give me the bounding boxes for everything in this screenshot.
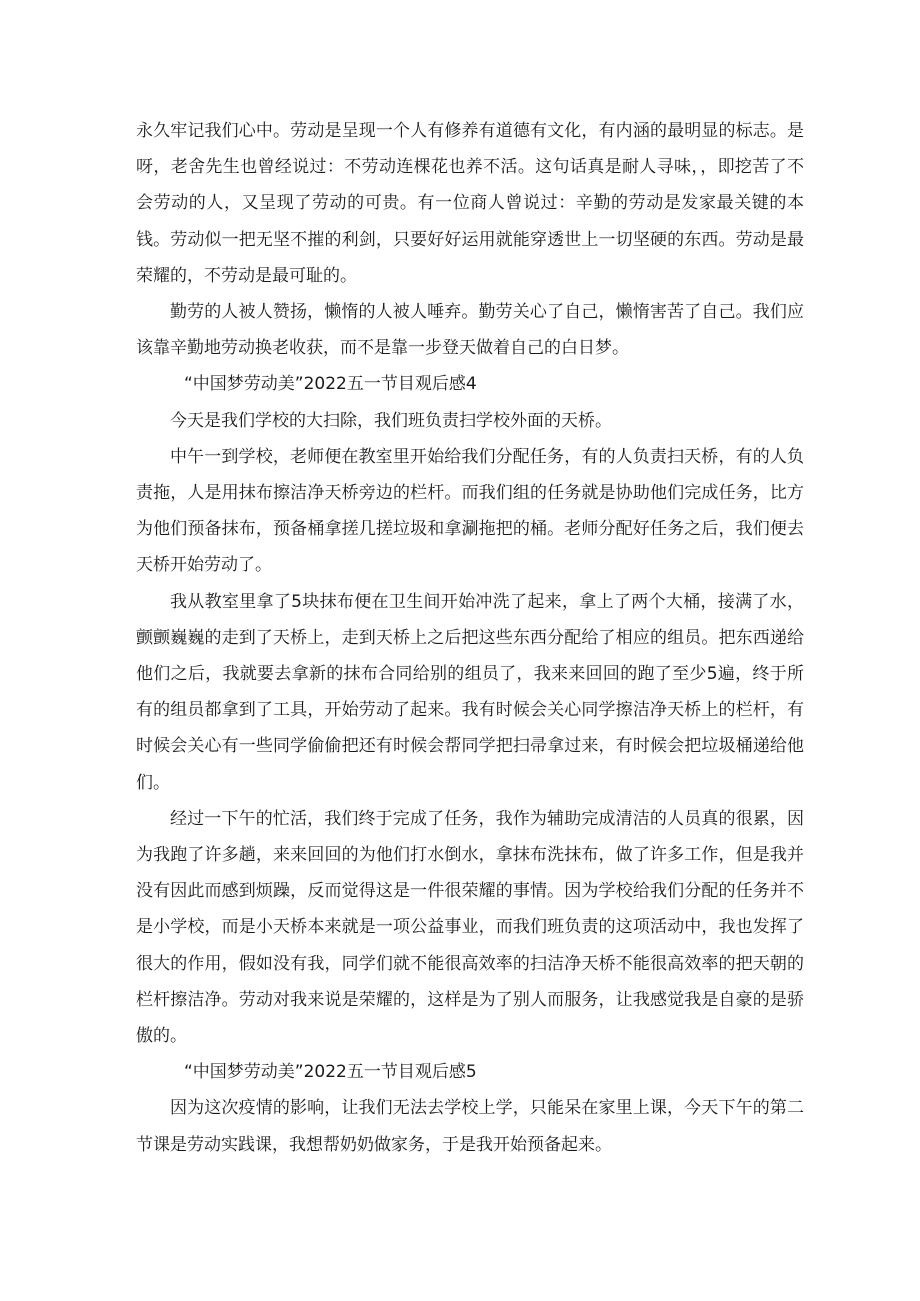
- paragraph: 因为这次疫情的影响，让我们无法去学校上学，只能呆在家里上课，今天下午的第二节课是劳动实践课，我想帮奶奶做家务，于是我开始预备起来。: [136, 1098, 804, 1155]
- paragraph: 经过一下午的忙活，我们终于完成了任务，我作为辅助完成清洁的人员真的很累，因为我跑了许多趟，来来回回的为他们打水倒水，拿抹布洗抹布，做了许多工作，但是我并没有因此而感到烦躁，反而觉得这是一件很荣耀的事情。因为学校给我们分配的任务并不是小学校，而是小天桥本来就是一项公益事业，而我们班负责的这项活动中，我也发挥了很大的作用，假如没有我，同学们就不能很高效率的扫洁净天桥不能很高效率的把天朝的栏杆擦洁净。劳动对我来说是荣耀的，这样是为了别人而服务，让我感觉我是自豪的是骄傲的。: [136, 808, 804, 1047]
- paragraph: 勤劳的人被人赞扬，懒惰的人被人唾弃。勤劳关心了自己，懒惰害苦了自己。我们应该靠辛勤地劳动换老收获，而不是靠一步登天做着自己的白日梦。: [136, 302, 804, 359]
- section-heading: “中国梦劳动美”2022五一节目观后感5: [184, 1062, 477, 1083]
- paragraph: 中午一到学校，老师便在教室里开始给我们分配任务，有的人负责扫天桥，有的人负责拖，人是用抹布擦洁净天桥旁边的栏杆。而我们组的任务就是协助他们完成任务，比方为他们预备抹布，预备桶拿搓几搓垃圾和拿涮拖把的桶。老师分配好任务之后，我们便去天桥开始劳动了。: [136, 446, 804, 576]
- paragraph: 我从教室里拿了5块抹布便在卫生间开始冲洗了起来，拿上了两个大桶，接满了水，颤颤巍巍的走到了天桥上，走到天桥上之后把这些东西分配给了相应的组员。把东西递给他们之后，我就要去拿新的抹布合同给别的组员了，我来来回回的跑了至少5遍，终于所有的组员都拿到了工具，开始劳动了起来。我有时候会关心同学擦洁净天桥上的栏杆，有时候会关心有一些同学偷偷把还有时候会帮同学把扫帚拿过来，有时候会把垃圾桶递给他们。: [136, 591, 804, 793]
- paragraph: 今天是我们学校的大扫除，我们班负责扫学校外面的天桥。: [170, 410, 612, 431]
- document-body: [136, 113, 804, 1163]
- paragraph-continuation: 永久牢记我们心中。劳动是呈现一个人有修养有道德有文化，有内涵的最明显的标志。是呀，老舍先生也曾经说过：不劳动连棵花也养不活。这句话真是耐人寻味，，即挖苦了不会劳动的人，又呈现了劳动的可贵。有一位商人曾说过：辛勤的劳动是发家最关键的本钱。劳动似一把无坚不摧的利剑，只要好好运用就能穿透世上一切坚硬的东西。劳动是最荣耀的，不劳动是最可耻的。: [136, 121, 804, 286]
- section-heading: “中国梦劳动美”2022五一节目观后感4: [184, 374, 477, 395]
